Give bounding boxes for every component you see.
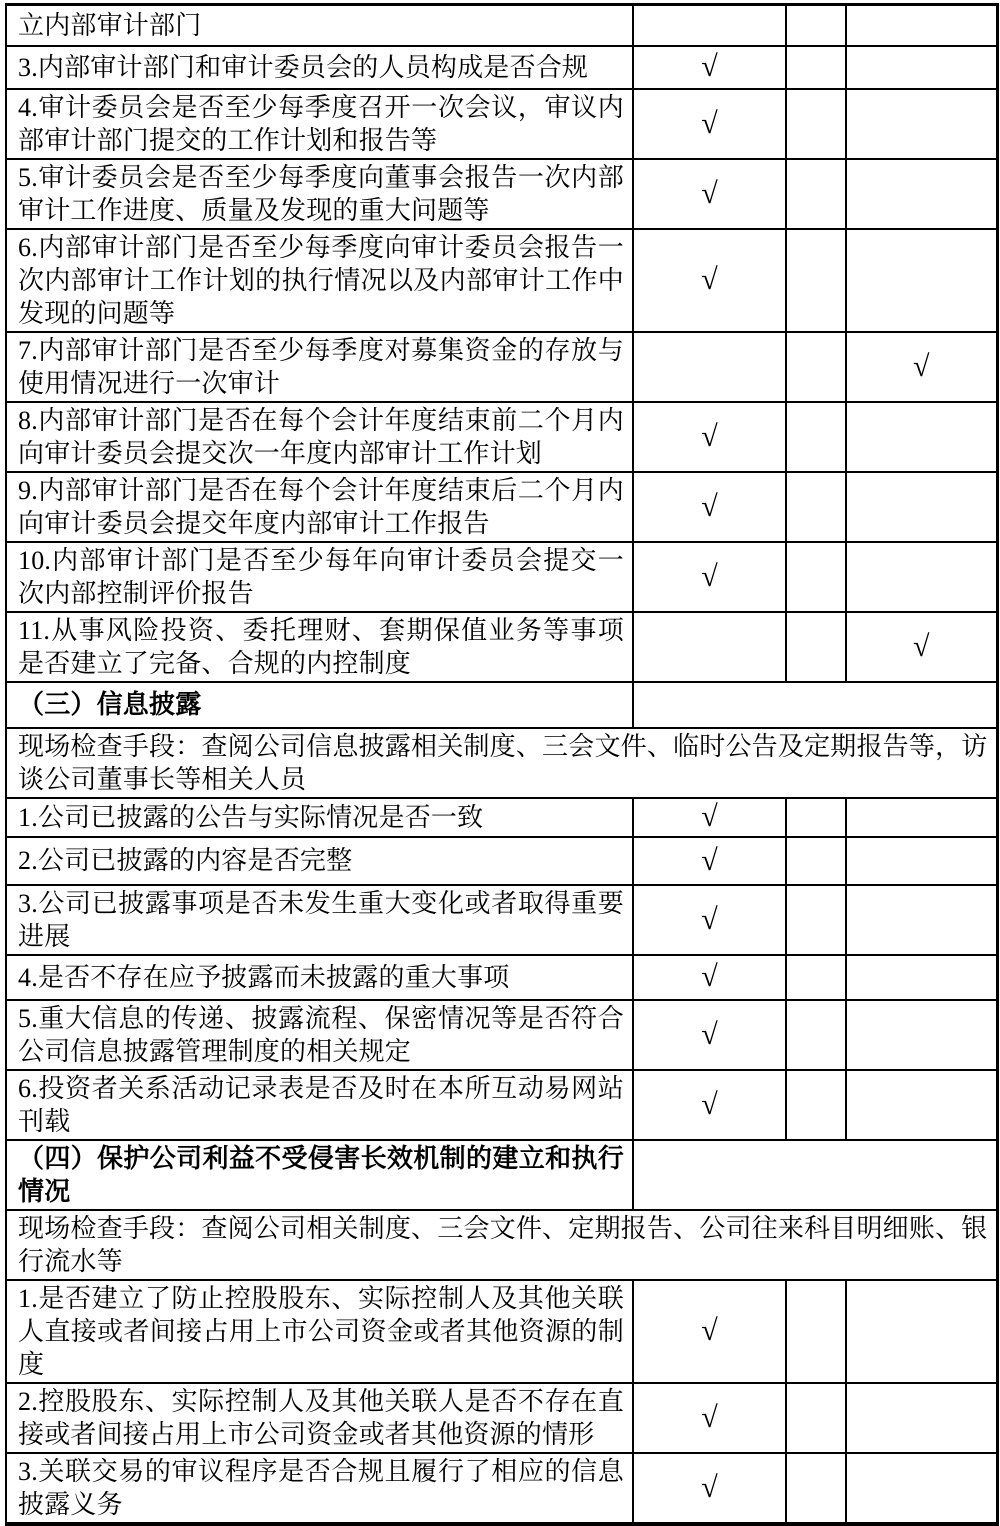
check-cell-3 [846, 798, 997, 837]
check-cell-1: √ [633, 1000, 786, 1070]
check-cell-2 [786, 798, 846, 837]
inspection-method-text: 现场检查手段：查阅公司信息披露相关制度、三会文件、临时公告及定期报告等，访谈公司董事长等相关人员 [6, 728, 997, 798]
section-title: （四）保护公司利益不受侵害长效机制的建立和执行情况 [6, 1140, 633, 1210]
check-cell-1: √ [633, 159, 786, 229]
item-text: 4.审计委员会是否至少每季度召开一次会议，审议内部审计部门提交的工作计划和报告等 [6, 89, 633, 159]
checklist-row [6, 46, 997, 89]
check-cell-2 [786, 1280, 846, 1383]
check-cell-3 [846, 229, 997, 332]
check-cell-3 [846, 472, 997, 542]
check-cell-1: √ [633, 402, 786, 472]
check-cell-2 [786, 885, 846, 955]
check-cell-3 [846, 1000, 997, 1070]
check-cell-1: √ [633, 229, 786, 332]
check-cell-2 [786, 159, 846, 229]
item-text: 立内部审计部门 [6, 5, 633, 46]
check-cell-3 [846, 5, 997, 46]
item-text: 6.内部审计部门是否至少每季度向审计委员会报告一次内部审计工作计划的执行情况以及内部审计工作中发现的问题等 [6, 229, 633, 332]
checklist-row [6, 1383, 997, 1453]
check-cell-1: √ [633, 837, 786, 885]
check-cell-3 [846, 955, 997, 1000]
check-cell-2 [786, 46, 846, 89]
check-cell-3 [846, 1383, 997, 1453]
check-cell-1: √ [633, 542, 786, 612]
check-cell-3 [846, 402, 997, 472]
check-cell-2 [786, 837, 846, 885]
check-cell-1: √ [633, 89, 786, 159]
section-empty-cell [633, 682, 997, 728]
check-cell-3 [846, 1453, 997, 1524]
check-cell-3 [846, 46, 997, 89]
check-cell-1: √ [633, 1070, 786, 1140]
inspection-method-row [6, 1210, 997, 1280]
check-cell-2 [786, 89, 846, 159]
inspection-method-row [6, 728, 997, 798]
item-text: 3.关联交易的审议程序是否合规且履行了相应的信息披露义务 [6, 1453, 633, 1524]
check-cell-2 [786, 1453, 846, 1524]
check-cell-2 [786, 402, 846, 472]
checklist-row [6, 472, 997, 542]
check-cell-1: √ [633, 1453, 786, 1524]
item-text: 10.内部审计部门是否至少每年向审计委员会提交一次内部控制评价报告 [6, 542, 633, 612]
item-text: 8.内部审计部门是否在每个会计年度结束前二个月内向审计委员会提交次一年度内部审计工作计划 [6, 402, 633, 472]
check-cell-3 [846, 542, 997, 612]
check-cell-2 [786, 612, 846, 682]
item-text: 11.从事风险投资、委托理财、套期保值业务等事项是否建立了完备、合规的内控制度 [6, 612, 633, 682]
item-text: 3.内部审计部门和审计委员会的人员构成是否合规 [6, 46, 633, 89]
item-text: 1.公司已披露的公告与实际情况是否一致 [6, 798, 633, 837]
checklist-row [6, 798, 997, 837]
check-cell-1 [633, 332, 786, 402]
check-cell-2 [786, 542, 846, 612]
section-title: （三）信息披露 [6, 682, 633, 728]
check-cell-3 [846, 1070, 997, 1140]
item-text: 1.是否建立了防止控股股东、实际控制人及其他关联人直接或者间接占用上市公司资金或者其他资源的制度 [6, 1280, 633, 1383]
check-cell-1: √ [633, 955, 786, 1000]
checklist-row [6, 332, 997, 402]
checklist-row [6, 885, 997, 955]
checklist-row [6, 955, 997, 1000]
item-text: 5.审计委员会是否至少每季度向董事会报告一次内部审计工作进度、质量及发现的重大问题等 [6, 159, 633, 229]
check-cell-3: √ [846, 332, 997, 402]
item-text: 3.公司已披露事项是否未发生重大变化或者取得重要进展 [6, 885, 633, 955]
check-cell-1: √ [633, 1280, 786, 1383]
check-cell-3 [846, 885, 997, 955]
item-text: 5.重大信息的传递、披露流程、保密情况等是否符合公司信息披露管理制度的相关规定 [6, 1000, 633, 1070]
item-text: 6.投资者关系活动记录表是否及时在本所互动易网站刊载 [6, 1070, 633, 1140]
check-cell-1 [633, 612, 786, 682]
check-cell-2 [786, 1383, 846, 1453]
check-cell-1: √ [633, 1383, 786, 1453]
check-cell-2 [786, 229, 846, 332]
check-cell-3 [846, 89, 997, 159]
item-text: 9.内部审计部门是否在每个会计年度结束后二个月内向审计委员会提交年度内部审计工作报告 [6, 472, 633, 542]
check-cell-3 [846, 1280, 997, 1383]
check-cell-1: √ [633, 46, 786, 89]
check-cell-1: √ [633, 885, 786, 955]
checklist-table-body [6, 5, 997, 1524]
checklist-row [6, 1453, 997, 1524]
check-cell-3 [846, 837, 997, 885]
checklist-row [6, 1070, 997, 1140]
check-cell-2 [786, 5, 846, 46]
checklist-table [5, 3, 999, 1526]
check-cell-1: √ [633, 798, 786, 837]
checklist-row [6, 1280, 997, 1383]
section-header-row [6, 682, 997, 728]
item-text: 2.公司已披露的内容是否完整 [6, 837, 633, 885]
check-cell-3: √ [846, 612, 997, 682]
checklist-row [6, 402, 997, 472]
item-text: 2.控股股东、实际控制人及其他关联人是否不存在直接或者间接占用上市公司资金或者其他资源的情形 [6, 1383, 633, 1453]
checklist-row [6, 159, 997, 229]
checklist-row [6, 542, 997, 612]
check-cell-2 [786, 472, 846, 542]
inspection-method-text: 现场检查手段：查阅公司相关制度、三会文件、定期报告、公司往来科目明细账、银行流水等 [6, 1210, 997, 1280]
item-text: 7.内部审计部门是否至少每季度对募集资金的存放与使用情况进行一次审计 [6, 332, 633, 402]
check-cell-3 [846, 159, 997, 229]
item-text: 4.是否不存在应予披露而未披露的重大事项 [6, 955, 633, 1000]
checklist-row [6, 612, 997, 682]
section-empty-cell [633, 1140, 997, 1210]
checklist-row [6, 1000, 997, 1070]
check-cell-2 [786, 1070, 846, 1140]
check-cell-2 [786, 332, 846, 402]
check-cell-2 [786, 1000, 846, 1070]
checklist-row [6, 229, 997, 332]
check-cell-1 [633, 5, 786, 46]
section-header-row [6, 1140, 997, 1210]
checklist-row [6, 89, 997, 159]
check-cell-1: √ [633, 472, 786, 542]
checklist-row [6, 837, 997, 885]
checklist-row [6, 5, 997, 46]
check-cell-2 [786, 955, 846, 1000]
